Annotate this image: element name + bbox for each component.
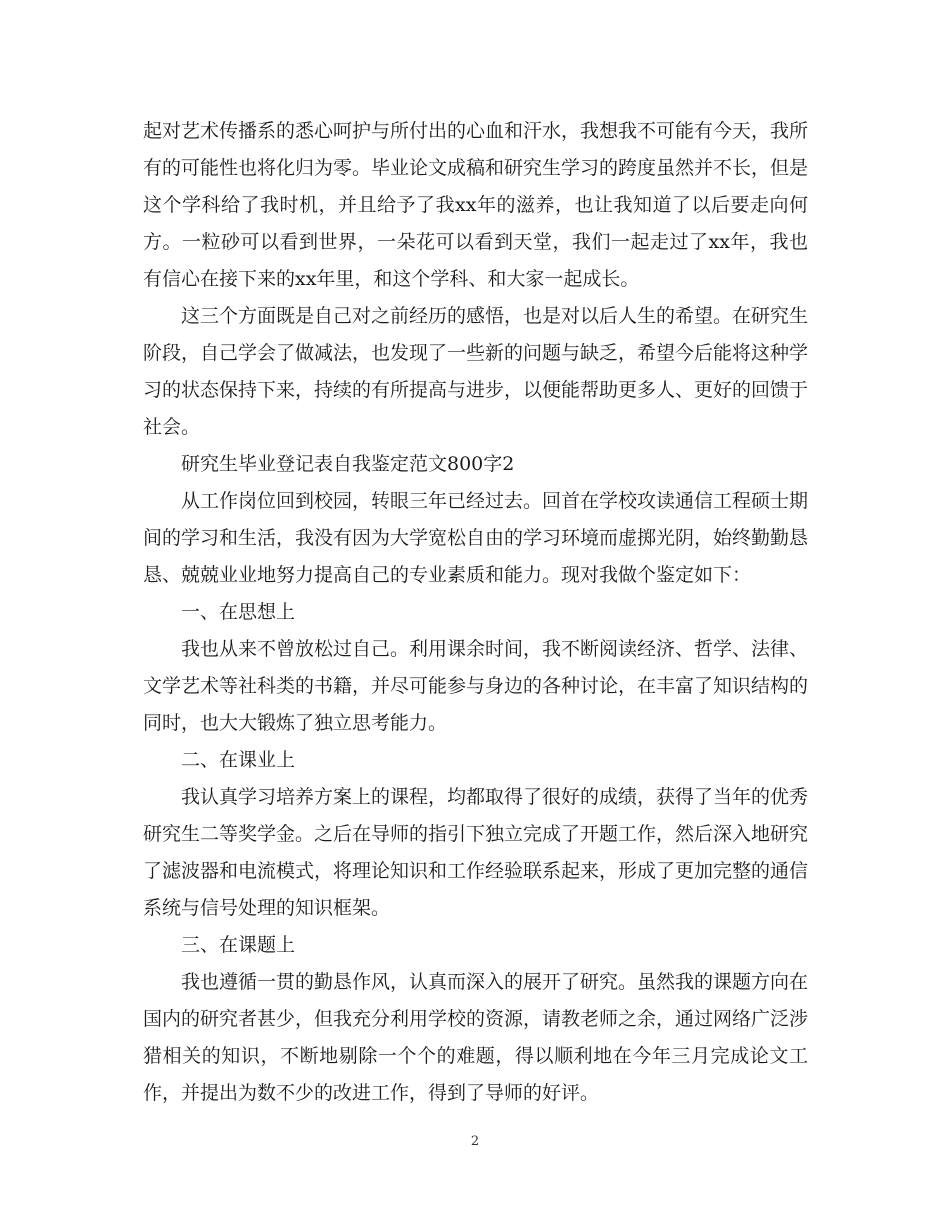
heading-research: 三、在课题上 bbox=[181, 934, 296, 956]
heading-coursework: 二、在课业上 bbox=[181, 749, 296, 771]
paragraph-coursework: 我认真学习培养方案上的课程，均都取得了很好的成绩，获得了当年的优秀研究生二等奖学金。之后在导师的指引下独立完成了开题工作，然后深入地研究了滤波器和电流模式，将理论知识和工作经验联系起来，形成了更加完整的通信系统与信号处理的知识框架。 bbox=[143, 786, 809, 919]
paragraph-thought: 我也从来不曾放松过自己。利用课余时间，我不断阅读经济、哲学、法律、文学艺术等社科类的书籍，并尽可能参与身边的各种讨论，在丰富了知识结构的同时，也大大锻炼了独立思考能力。 bbox=[143, 638, 809, 734]
heading-thought: 一、在思想上 bbox=[181, 601, 296, 623]
page-number: 2 bbox=[470, 1134, 480, 1149]
paragraph-research: 我也遵循一贯的勤恳作风，认真而深入的展开了研究。虽然我的课题方向在国内的研究者甚少，但我充分利用学校的资源，请教老师之余，通过网络广泛涉猎相关的知识，不断地剔除一个个的难题，得以顺利地在今年三月完成论文工作，并提出为数不少的改进工作，得到了导师的好评。 bbox=[143, 971, 809, 1104]
paragraph-intro: 从工作岗位回到校园，转眼三年已经过去。回首在学校攻读通信工程硕士期间的学习和生活，我没有因为大学宽松自由的学习环境而虚掷光阴，始终勤勤恳恳、兢兢业业地努力提高自己的专业素质和能力。现对我做个鉴定如下： bbox=[143, 490, 809, 586]
section-title: 研究生毕业登记表自我鉴定范文800字2 bbox=[181, 453, 515, 475]
paragraph-summary: 这三个方面既是自己对之前经历的感悟，也是对以后人生的希望。在研究生阶段，自己学会了做减法，也发现了一些新的问题与缺乏，希望今后能将这种学习的状态保持下来，持续的有所提高与进步，以便能帮助更多人、更好的回馈于社会。 bbox=[143, 305, 809, 438]
document-body bbox=[143, 113, 808, 1112]
paragraph-continuation: 起对艺术传播系的悉心呵护与所付出的心血和汗水，我想我不可能有今天，我所有的可能性也将化归为零。毕业论文成稿和研究生学习的跨度虽然并不长，但是这个学科给了我时机，并且给予了我xx年的滋养，也让我知道了以后要走向何方。一粒砂可以看到世界，一朵花可以看到天堂，我们一起走过了xx年，我也有信心在接下来的xx年里，和这个学科、和大家一起成长。 bbox=[143, 120, 809, 290]
